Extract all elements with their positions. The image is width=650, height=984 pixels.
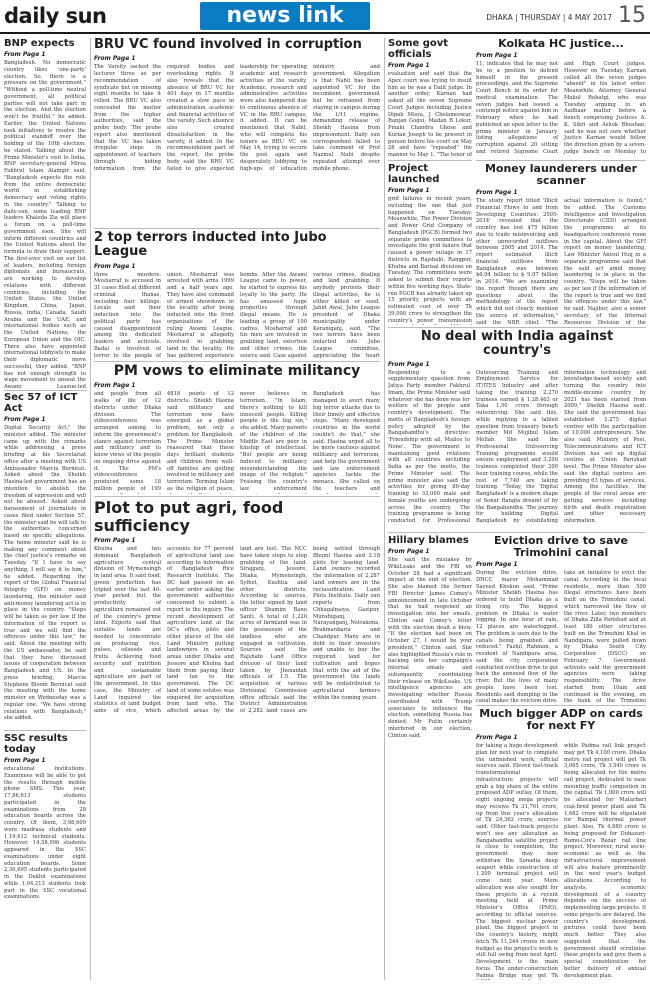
story-body: Responding to a supplementary question from Jatiya Party member Fakhrul Imam, the Prime Minister said whatever she has done was for welfare of the people and country's development. The motto of Bangladesh's foreign policy adopted by the Bangabandhu's directive: 'Friendship with all, Malice to None'. The government is maintaining good relations with all countries including India as per the motto, the Prime Minister said. The prime minister also said the activities for giving 80-day training to 33,000 male and female youths are undergoing across the country. The training programme is being conducted for Professional Outsourcing Training and Employment Service for IT/ITES Industry and after taking the training 2,270 trainees earned $ 1,28,463 or Taka 1.50 crore through outsourcing. She said this, while replying to a tabled question from treasury bench member Md Mujibul Islam Mollah. She said the Professional Outsourcing Training programme would ensure employment and 3,200 trainees completed their 200 hour training course, while the rest of 7,740 are taking training. "Today, the 'Digital Bangladesh' is a modern shape of Sonar Bangla dreamt of by the Bangabandhu. The journey for building Digital Bangladesh by establishing information technology and knowledge-based society and turning the country into middle-income country by 2021 has been started from 2009," Sheikh Hasina said. She said the government has established 5,275 digital centres with the participation of 10,000 entrepreneurs. She also said, Ministry of Post, Telecommunications and ICT Division has set up digital centres at Union Parishad level. The Prime Minister also said the digital centres are providing 63 types of services. Among the facilities, the people of the rural areas are getting services including birth and death registration and other necessary information. <box>388 369 646 525</box>
headline: SSC results today <box>4 733 68 755</box>
headline: Sec 57 of ICT Act <box>4 392 78 414</box>
headline: Some govt officials <box>388 38 449 60</box>
headline: BRU VC found involved in corruption <box>94 38 362 52</box>
story-body: three murders. Mosharraf is accused in 31 cases filed at different criminal thanas, including four killings. Locals said their induction into the political party has caused disappointment among the dedicated leaders and activists. Badal is involved of terror to the people of union. Mosharraf was arrested with arms 1999 and a half years ago. They have also command of armed showdown in the locality after being inducted into the front organisations of the ruling Awami League. Mosharraf is allegedly involved in grabbing land in the locality. He has gathered experience bombs. After the Awami League came to power, he started to express his loyalty to the party. He has amassed huge properties through illegal means. He is leading a group of 100 cadres. Mosharraf and his men are involved in grabbing land, extortion and other crimes, the source said. Case against various crimes, dealing and land grabbing. If anybody protests their illegal activities, he is either killed or sued. Jahid Awal, Jubo League president of Dhaka municipality under Keraniganj, said, "The two terrors have been inducted into Jubo League committee, appreciating the heart <box>94 271 380 359</box>
story-kolkata-hc <box>476 38 646 158</box>
from-page-label: From Page 1 <box>94 537 136 545</box>
story-body: evaluation and said that the Apex court was trying to insult him as he was a Dalit judge. In another order, Karnan had asked all the seven Supreme Court Judges including Justice Dipak Misra, J Chelameswar, Ranjan Gogoi, Madan B Lokur, Pinaki Chandra Ghose and Kurian Joseph to be present in person before his court on May 28 and have "repeated" the manner to May 1. "The tenor of <box>388 71 472 158</box>
from-page-label: From Page 1 <box>4 757 46 764</box>
page-number: 15 <box>618 3 646 28</box>
story-govt-officials <box>388 38 472 158</box>
from-page-label: From Page 1 <box>476 52 518 60</box>
from-page-label: From Page 1 <box>94 55 136 63</box>
story-body: Khulna and two dominant Bangladesh agriculture central division of Mymensingh in land area. It said food, green production has tripled over the last 40-year period but the productivity of agriculture remained out of the country's prime land. Experts said that suitable lands are needed to concentrate on producing rice, pulses, oilseeds and fruits. Achieving food security and nutrition and sustainable agriculture are part of the government. In this case, the Ministry of Land inquired the statistics of land budget aims of rice, which accounts for 77 percent of agricultural land use according to information of Bangladesh Rice Research Institute. The DC had passed on an earlier order asking the government authorities concerned to submit a report to the inquiry. The recent development of agriculture land at the DC's office, plots and other places of the old Land Ministry putting landowners in several areas under Dhaka and Jessore and Khulna had them from paying their land tax to the government. The DC land of some estates was enquired for acquisition from land who. The affected areas by the land are lost. The NCC have taken steps to stop grabbing of the land. Sirajganj, Jessore, Dhaka, Mymensingh, Sylhet, Kushtia and other districts. According to sources, the letter signed by land officer Shamim Banu Santi. A total of 1,220 acres of farmland was in the possession of the landless who are engaged in cultivation. Sources said the Rajshahi Land Office division of their land taken by Jhenaidah officials of 1.5. The acquisition of various Divisional Commission office officials said the District Administration of 2,282 land cases are being settled through Bhumi Hasina and 2.18 plots for leasing land. Land owners recorded the information of 2,287 land owners are in the reclassification. Land Plots Institute. Daily sun reports from Chhagalnaiya, Gazipur, Munshiganj, Narayanganj, Netrakona, Brahmanbaria and Chandpur. Many are in debt to their investors and unable to buy the required land for cultivation and hopes that with the aid of the government the lands will be redistributed to agricultural farmers within the coming years. <box>94 546 380 715</box>
page-header <box>0 0 650 34</box>
story-top-terrors <box>94 231 380 359</box>
story-body: educational institutions. Examinees will be able to get the results through mobile phone SMS. This year, 17,86,613 students participated in the examinations from 28 education boards across the country. Of them, 3,98,609 were madrasa students and 1,19,612 technical students. However, 14,58,996 students appeared in the SSC examinations under eight education boards. Some 2,36,695 students participated in the Dakhil examinations while 1,04,213 students took part in the SSC vocational examinations. <box>4 766 86 901</box>
story-no-deal-india <box>388 330 646 530</box>
story-ssc-results <box>4 733 86 980</box>
headline: Project launched <box>388 163 440 185</box>
headline: 2 top terrors inducted into Jubo League <box>94 231 327 260</box>
from-page-label: From Page 1 <box>388 548 430 555</box>
story-body: The Varsity sacked the lecturer three as per recommendation of syndicate but on missing eight months to take it rolled. The BRU VC also concealed the matter from the higher authorities, said the probe body. The probe report also mentioned that the VC has taken irregular steps in appointment of teachers through hiding information from the required bodies and overlooking rights. It also reveals that the absence of BRU VC for 401 days in 17 months created a slow pace in administration, academic and financial activities of the varsity. Such absence also created dissatisfaction in the varsity, it added. In the recommendation part of the report, the probe body said the BRU VC failed to give expected leadership for operating academic and research activities of the varsity. Academic, research and administrative activities were also hampered due to continuous absence of VC in the BRU campus, it added. It can be mentioned that Nabil, who will complete his tenure as BRU VC on May 14, trying to secure the post again and desperately lobbying to high-ups of education ministry and government. Allegation is that Nabil has been appointed VC for the incumbent government but he refrained from staying in campus during the 1/11 regime, demanding release of Sheikh Hasina from imprisonment. Daily sun correspondent failed to take comment of Prof Nazmul Nabi despite repeated attempt over mobile phone. <box>94 64 380 172</box>
story-body: Bangladesh. No democratic country likes 'one-party' election. So, there is a pressure on the government." "Without a poll-time neutral government, all political parties will not take part in the election. And the election won't be fruitful," he added. Earlier, the United Nations took initiatives to resolve the political standoff over the holding of the 10th election, he stated. Talking about the Prime Minister's visit to India, BNP secretary-general Mirza Fakhrul Islam Alamgir said, "Bangladesh expects the role from the entire democratic world in establishing democracy and voting rights in the country." Talking to daily-sun, some leading BNP leaders Khaleda Zia will place a forum on a poll-time government soon. She will inform different countries and the United Nations about the formula to draw their support. The first-ever visit on our list of leaders, including foreign diplomats and bureaucrats, are working to develop relations with different countries, including the United States, the United Kingdom, China, Japan, Russia, India, Canada, Saudi Arabia and the UAE, and international bodies such as the United Nations, the European Union and the OIC. There also have appointed international lobbyists to make their diplomatic move successful, they added. "BNP has not enough strength to wage movement to unseat the Awami League-led <box>4 60 86 388</box>
from-page-label: From Page 1 <box>4 51 46 58</box>
story-body: She said the mistakes by WikiLeaks and the FBI on October 28 had a significant impact at the end of election. She also blamed the former FBI Director James Comey's announcement in late October that he had reopened an investigation into her emails. Clinton said Comey's letter with the election dealt a blow. "If the election had been on October 27, I would be your president," Clinton said. She also highlighted Russia's role in hacking into her campaign's internal emails and subsequently coordinating their release on WikiLeaks. US intelligence agencies are investigating whether Russia coordinated with Trump associates to influence the election, something Russia has denied. Mr Putin certainly interfered in our election, Clinton said. <box>388 557 472 739</box>
headline: Plot to put agri, food sufficiency <box>94 499 284 535</box>
section-banner: news link <box>200 2 370 30</box>
from-page-label: From Page 1 <box>476 561 518 569</box>
story-body: and people from all walks of life of 12 districts under Dhaka division. The videoconference was arranged aiming to inform the government's stance against terrorism and militancy and to know views of the people on ongoing drive against it. The PM's videoconference produced some 18 million people of 199 4818 points of 12 districts. Sheikh Hasina said militancy and terrorism now have emerged as a global problem, not only a problem for Bangladesh. The Prime Minister reassured that these days brilliant students and children from well-off families are getting involved in militancy and terrorism. Terming Islam as the religion of peace, never believes in terrorism. "In Islam, there's nothing to kill innocent people. Killing people is the big sin," she added. Many parents of the children of the Middle East are poor in kinship of intellectual. "But people are being induced to militancy misunderstanding the image of the religion." Praising the country's law enforcement Bangladesh has managed to avert many big terror attacks due to their timely and effective steps. "Many developed countries in the world couldn't do that," she said. Hasina urged all to be more cautious against militancy and terrorism, and help the government and law enforcement agencies tackle the menace. She called on the teachers and <box>94 391 380 492</box>
story-bnp-expects <box>4 38 86 388</box>
from-page-label: From Page 1 <box>388 62 430 69</box>
story-project-launched <box>388 163 472 325</box>
story-body: grid failures in recent years, including the one that just happened on Tuesday. Meanwhile, The Power Division and Power Grid Company of Bangladesh (PGCB) formed two separate probe committees to investigate the grid failure that caused a power outage in 17 districts in Rajshahi, Rangpur, Khulna and Barisal divisions on Tuesday. The committees were asked to submit their reports within five working days. State-run PGCB has already taken up 15 priority projects with an estimated cost of over Tk 39,000 crore to strengthen the country's power transmission <box>388 196 472 324</box>
story-pm-militancy <box>94 364 380 494</box>
masthead-title: daily sun <box>4 4 107 28</box>
headline: PM vows to eliminate militancy <box>113 364 361 379</box>
story-plot-agri <box>94 499 380 980</box>
story-bigger-adp <box>476 708 646 980</box>
headline: Hillary blames <box>388 535 469 546</box>
story-money-launderers <box>476 163 646 325</box>
story-body: for taking a huge development plan for next year to complete the unfinished work, official sources said. Eleven fast-track transformational infrastructure projects will grab a big share of the entire proposed ADP outlay. Of them, eight ongoing mega projects may receive Tk 31,761 crore, up from this year's allocation of Tk 24,362 crore, sources said. Other fast-track projects won't see any allocation as Bangabandhu satellite project is close to completion, the government may now withdraw the Sonadia deep seaport while construction of 1,200 terminal project will come next year. More allocation was also sought for these projects in a recent meeting held at Prime Minister's Office (PMO), according to official sources. The biggest nuclear power plant, the biggest project in the country's history, might fetch Tk 11,244 crores in new budget as the project's work is still full swing from next April. Development is the main focus. The under-construction Padma Bridge may get Tk while Padma rail link project may get Tk 4,100 crore. Dhaka metro rail project will get Tk 3,065 crore, Tk 3,540 crore is being allocated for the metro rail project, dedicated to ease mounting traffic congestion in the capital. Tk 1,000 crore will be allocated for Matarbari coal-fired power plant and Tk 1,682 crore will be stipulated for Rampal thermal power plant. Also, Tk 4,880 crore is being proposed for Dohazari-Ramu-Cox's Bazar rail line project. Moreover, rural socio-economic as well as the infrastructural improvement will also feature prominently in the next year's budget allocations. According to analysts, economic development of a country depends on the success of implementing large projects. If some projects are delayed, the country's development pictures could have been much better. They also suggested that the government should scrutinise these projects and give them a special consideration for better delivery of annual development plan. <box>476 743 646 979</box>
dateline: DHAKA | THURSDAY | 4 MAY 2017 <box>486 13 612 22</box>
story-eviction-drive <box>476 535 646 703</box>
story-bru-vc <box>94 38 380 226</box>
headline: BNP expects <box>4 38 75 49</box>
story-sec57 <box>4 392 86 727</box>
from-page-label: From Page 1 <box>94 262 136 270</box>
story-body: The study report titled 'Illicit Financial Flows to and from Developing Countries: 2005-2014' revealed that the country has lost $75 billion due to trade misinvoicing and other unrecorded outflows between 2005 and 2014. The report estimated illicit financial outflows from Bangladesh was between $6.04 billion to $ 9.07 billion in 2014. "We are examining the report though there are questions about the methodology of the report which did not clearly mention the source of information," said the NBR chief. "The actual information is found," he added. The Customs Intelligence and Investigation Directorate (CIID) arranged the programme at its headquarters conference room in the capital. About the GFI report on money laundering, Law Minister Anisul Huq in a separate programme said that the said act amid money laundering is in place in the country. "Steps will be taken as per law if the information of the report is true and we find the offences under this law," he said. Najibur, also a senior secretary of the Internal Resources Division of the <box>476 198 646 325</box>
from-page-label: From Page 1 <box>388 360 430 368</box>
story-body: Digital Security Act," the minister added. The minister came up with the remarks while addressing a press briefing at his Secretariat office after a meeting with US Ambassador Marcia Bernicat. Asked about the Sheikh Hasina-led government has an intention to abolish the freedom of expression and will not be abused. Asked about harassment of journalists in cases filed under Section 57, the minister said he will talk to the authorities concerned based on specific allegations. The home minister said he is making any comment about the chief justice's remarks on Tuesday. "If I have to say anything, I will say it to him," he added. Regarding the report of the Global Financial Integrity (GFI) on money laundering, the minister said anti-money laundering act is in place in the country. "Steps will be taken as per law if the information of the report is true and we will find the offences under this law," he said. About the meeting with the US ambassador, he said that they have discussed issues of cooperation between Bangladesh and US. In the press briefing, Marcia Stephens Bloom Bernicat said the meeting with the home minister on Wednesday was a regular one. "We have strong relations with Bangladesh," she added. <box>4 425 86 722</box>
story-hillary-blames <box>388 535 472 980</box>
headline: Much bigger ADP on cards for next FY <box>479 708 643 733</box>
from-page-label: From Page 1 <box>4 416 46 423</box>
headline: Money launderers under scanner <box>484 163 638 188</box>
headline: Kolkata HC justice... <box>498 38 624 50</box>
from-page-label: From Page 1 <box>476 734 518 742</box>
story-body: During the eviction drive, DNCC mayor Mohammad Sayeed Khokon said, "Prime Minister Sheikh Hasina has ordered to build Dhaka as a living city. The biggest problem in Dhaka is water logging. In one hour of rain, 12 places are waterlogged. The problem is seen due to the canals being grabbed and reduced." Fazlul Rahman, a resident of Nandipara area, said the city corporation conducted eviction drive to get back the annexed flow of the river. But the lives of many people have been lost. Residents said dumping in the canal makes the eviction drive. take an initiative to evict the canal. According to the local residents, more than 500 illegal structures have been built on the Trimohini canal, which narrowed the flow of the river. Later, two members of Dhaka Zilla Parishad and at least 180 other structures built on the Trimohini Khal in Nandipara, were pulled down by Dhaka South City Corporation (DSCC) on February 7. Government activists said the government agencies were taking responsibility. The drive started from 10am and continued in the evening, on the bank of the Trimohini <box>476 570 646 703</box>
from-page-label: From Page 1 <box>94 382 136 390</box>
story-body: 11, indicates that he may not be in a position to defend himself in the present proceedings, and the Supreme Court Bench in its order for medical examination. The seven judges had issued a contempt notice against him in February when he had published an open letter to the prime minister in January, listing allegations of corruption against 20 sitting and retired Supreme Court and High Court judges. However on Tuesday, Karnan called all the seven judges "absent" in his latest order. Meanwhile, Attorney General Mukul Rohatgi, who was Tuesday arguing in an Aadhaar matter before a bench comprising Justices A. K. Sikri and Ashok Bhushan, said he was not sure whether Justice Karnan would follow the direction given by a seven-judge bench on Monday to <box>476 61 646 155</box>
headline: No deal with India against country's <box>420 330 614 359</box>
from-page-label: From Page 1 <box>476 189 518 197</box>
headline: Eviction drive to save Trimohini canal <box>494 535 628 560</box>
from-page-label: From Page 1 <box>388 187 430 194</box>
